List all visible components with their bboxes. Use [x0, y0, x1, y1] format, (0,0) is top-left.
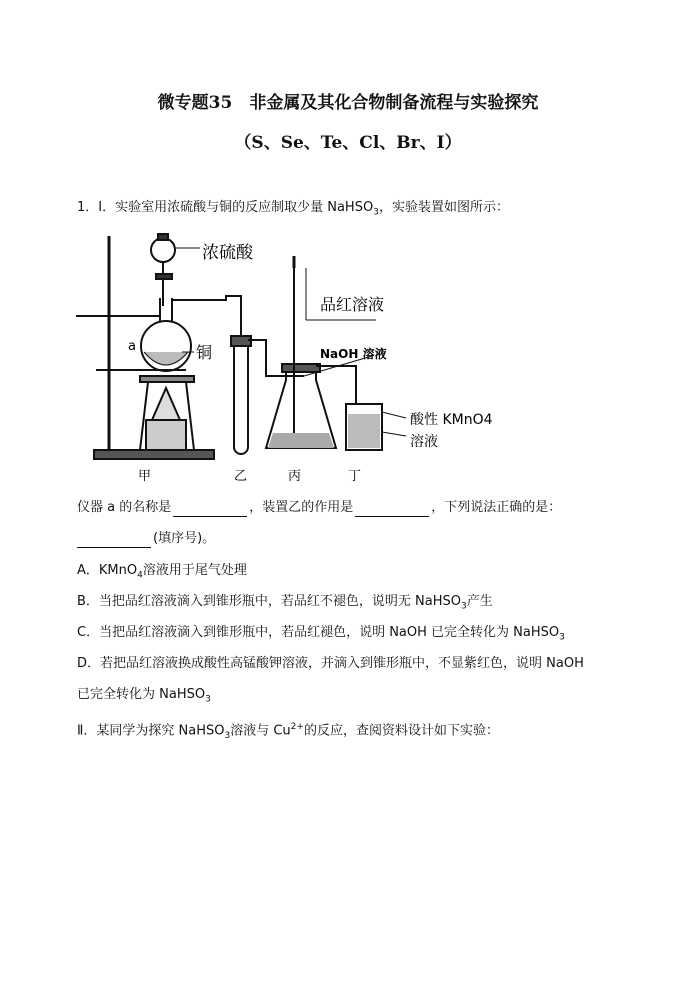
part-ii-sub: 3 [224, 730, 231, 741]
part-ii-sup: 2+ [290, 722, 304, 732]
option-b-text: B．当把品红溶液滴入到锥形瓶中，若品红不褪色，说明无 NaHSO [77, 594, 462, 609]
label-ding: 丁 [348, 469, 362, 484]
label-kmno4-solution: 溶液 [410, 434, 438, 450]
page-title: 微专题35 非金属及其化合物制备流程与实验探究 [157, 93, 539, 113]
line2-text-a: 仪器 a 的名称是 [77, 500, 172, 515]
label-pinhong: 品红溶液 [320, 295, 385, 314]
intro-sub: 3 [373, 207, 379, 218]
option-d-sub: 3 [205, 694, 211, 705]
option-d-line1 [77, 655, 584, 673]
part-ii-intro [77, 718, 499, 745]
label-bing: 丙 [288, 469, 302, 484]
question-1-intro [77, 199, 509, 222]
answer-blank-3[interactable] [77, 533, 151, 548]
option-a-sub: 4 [137, 570, 143, 581]
label-a: a [128, 339, 136, 354]
option-c-sub: 3 [559, 632, 565, 643]
option-a-text: A．KMnO [77, 563, 138, 578]
line2-text-c: ，下列说法正确的是： [431, 500, 562, 515]
part-ii-text-end: 的反应，查阅资料设计如下实验： [303, 723, 499, 739]
option-b-text-end: 产生 [466, 594, 493, 609]
label-naoh: NaOH 溶液 [320, 347, 387, 361]
intro-text: 1．Ⅰ．实验室用浓硫酸与铜的反应制取少量 NaHSO [77, 200, 374, 215]
question-1-line3 [77, 530, 215, 548]
option-d-text: D．若把品红溶液换成酸性高锰酸钾溶液，并滴入到锥形瓶中，不显紫红色，说明 NaOH [77, 656, 584, 671]
line2-text-b: ，装置乙的作用是 [249, 500, 354, 515]
label-kmno4: 酸性 KMnO4 [410, 412, 493, 428]
option-a-text-end: 溶液用于尾气处理 [142, 563, 247, 578]
label-conc-acid: 浓硫酸 [202, 243, 253, 263]
line3-text: (填序号)。 [153, 531, 216, 546]
label-yi: 乙 [234, 469, 248, 484]
answer-blank-1[interactable] [173, 502, 247, 517]
intro-text-end: ，实验装置如图所示： [378, 200, 509, 215]
option-a [77, 562, 247, 585]
option-b-sub: 3 [461, 601, 467, 612]
option-c [77, 624, 565, 647]
label-copper: 铜 [196, 343, 213, 362]
page-subtitle: （S、Se、Te、Cl、Br、I） [234, 133, 462, 153]
part-ii-text: Ⅱ．某同学为探究 NaHSO [77, 723, 225, 739]
option-d-line2 [77, 686, 211, 709]
label-jia: 甲 [138, 469, 152, 484]
option-b [77, 593, 493, 616]
question-1-line2 [77, 499, 561, 517]
option-c-text: C．当把品红溶液滴入到锥形瓶中，若品红褪色，说明 NaOH 已完全转化为 NaHSO [77, 625, 560, 640]
answer-blank-2[interactable] [355, 502, 429, 517]
apparatus-diagram [76, 228, 496, 490]
option-d-text-2: 已完全转化为 NaHSO [77, 687, 206, 702]
part-ii-text-mid: 溶液与 Cu [230, 723, 291, 739]
